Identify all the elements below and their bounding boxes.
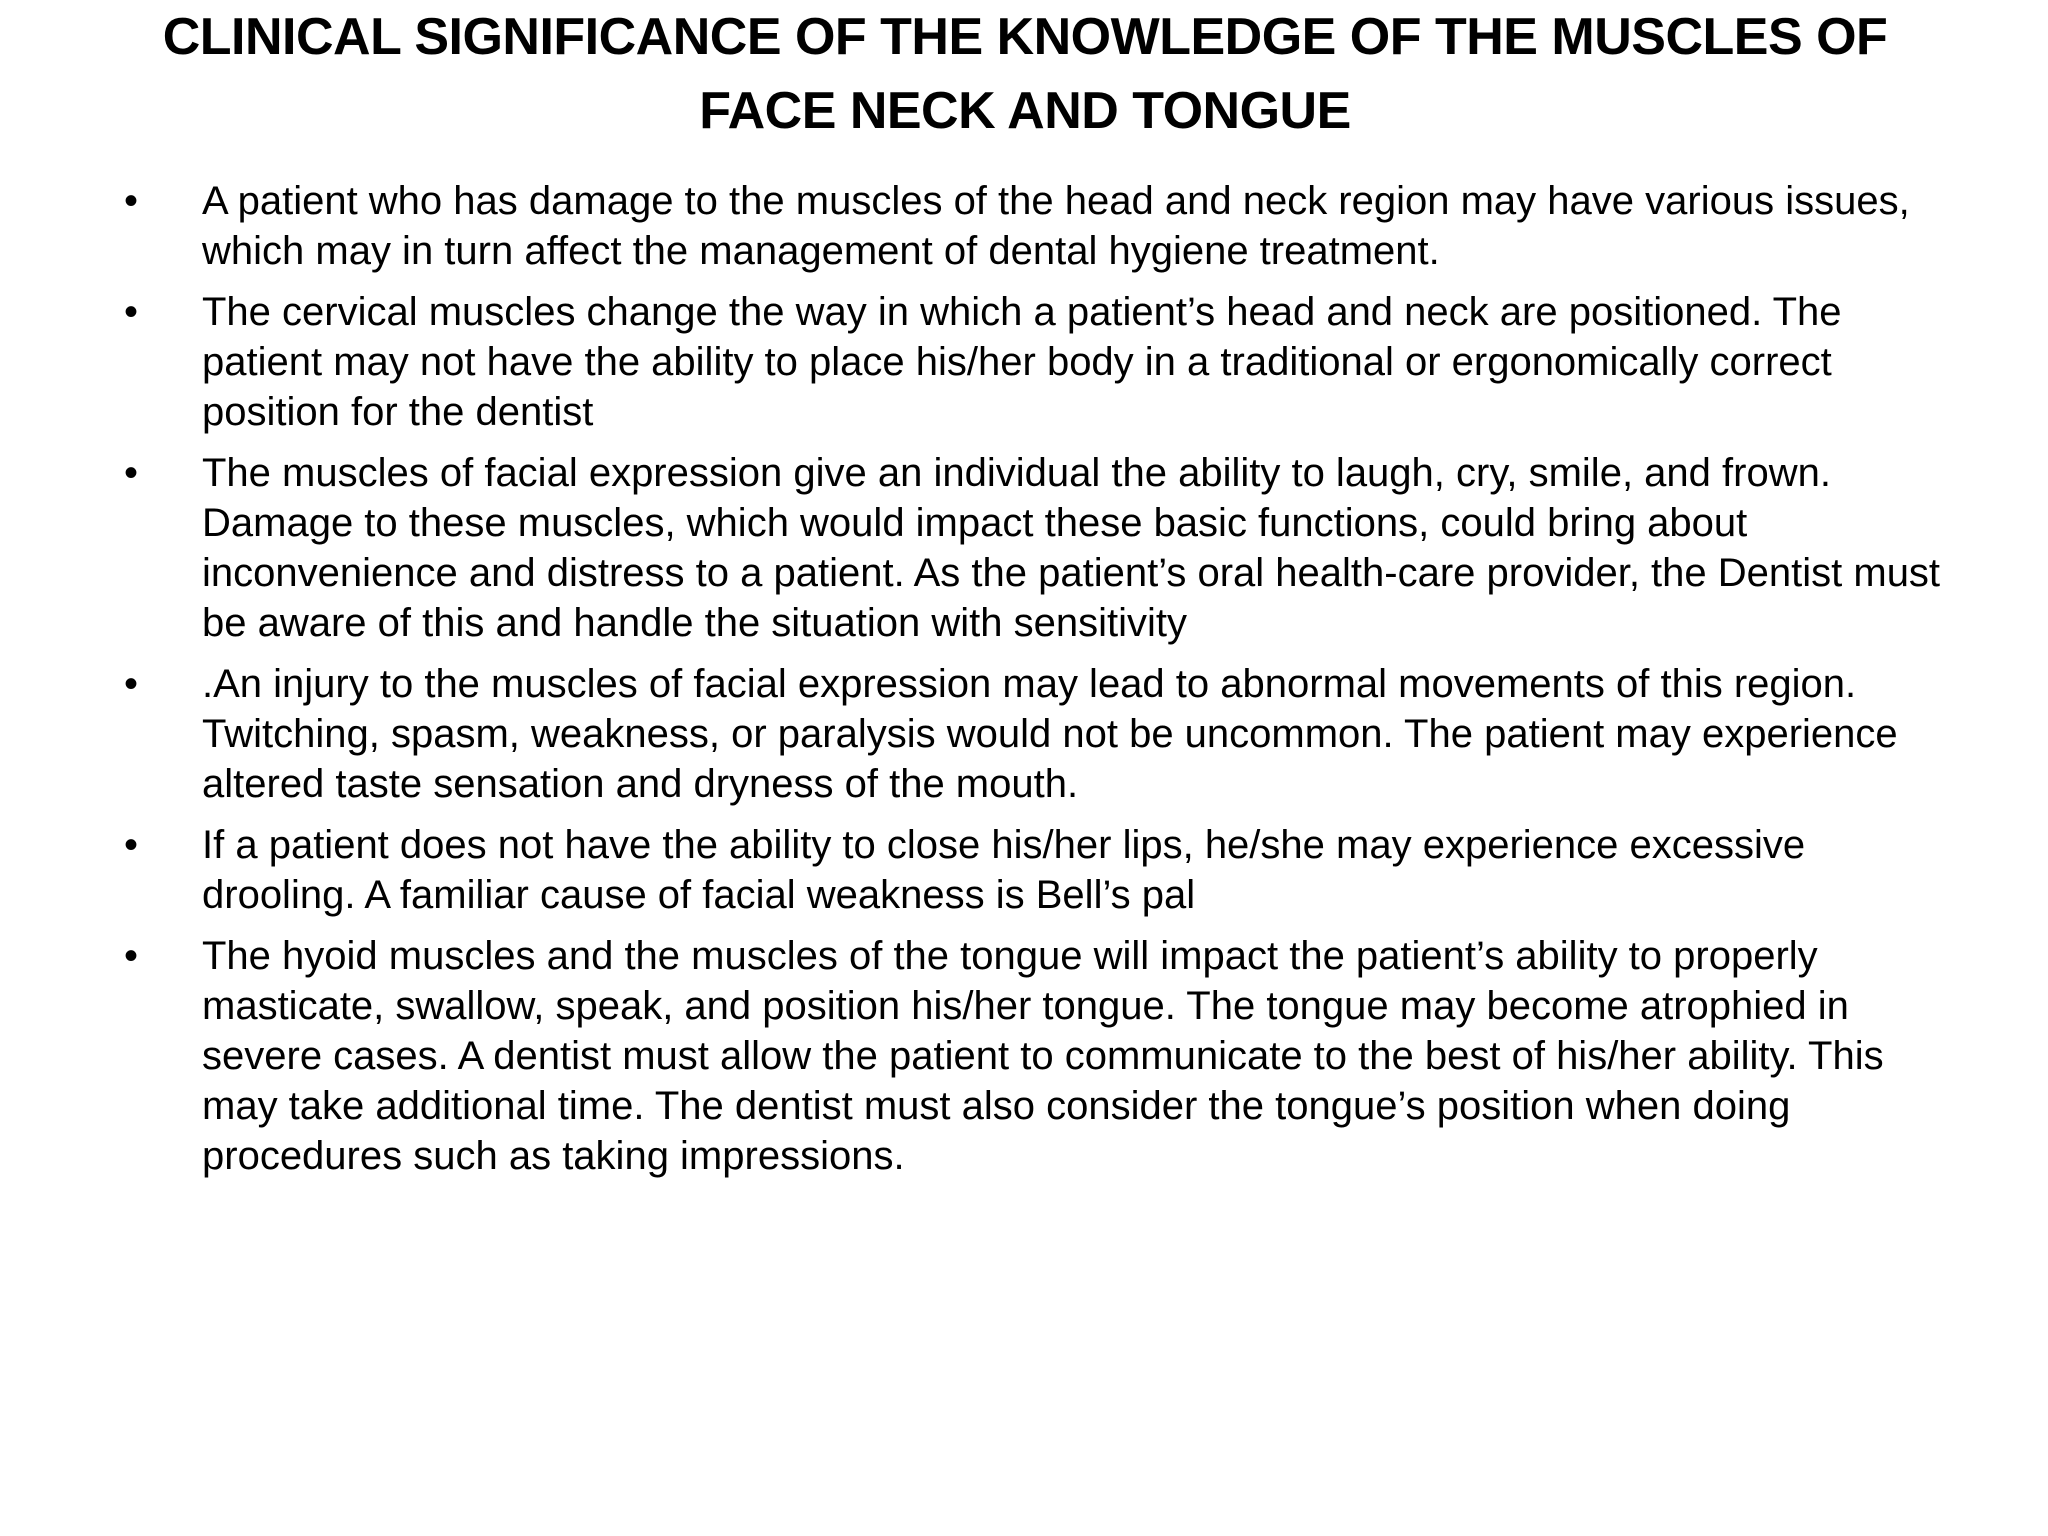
bullet-dot-icon: •	[124, 934, 139, 978]
bullet-dot-icon: •	[124, 179, 139, 223]
bullet-text: The muscles of facial expression give an individual the ability to laugh, cry, smile, and frown. Damage to these muscles, which would impact these basic functions, could bring about inconvenience and distress to a patient. As the patient’s oral health-care provider, the Dentist must be aware of this and handle the situation with sensitivity	[202, 451, 1941, 645]
bullet-text: If a patient does not have the ability to close his/her lips, he/she may experience excessive drooling. A familiar cause of facial weakness is Bell’s pal	[202, 823, 1806, 917]
bullet-item-2	[120, 287, 1950, 437]
bullet-text: The cervical muscles change the way in which a patient’s head and neck are positioned. The patient may not have the ability to place his/her body in a traditional or ergonomically correct position for the dentist	[202, 290, 1842, 434]
bullet-dot-icon: •	[124, 662, 139, 706]
bullet-text: .An injury to the muscles of facial expression may lead to abnormal movements of this region. Twitching, spasm, weakness, or paralysis would not be uncommon. The patient may experience altered taste sensation and dryness of the mouth.	[202, 662, 1898, 806]
bullet-item-5	[120, 820, 1950, 920]
bullet-text: The hyoid muscles and the muscles of the tongue will impact the patient’s ability to properly masticate, swallow, speak, and position his/her tongue. The tongue may become atrophied in severe cases. A dentist must allow the patient to communicate to the best of his/her ability. This may take additional time. The dentist must also consider the tongue’s position when doing procedures such as taking impressions.	[202, 934, 1884, 1178]
bullet-item-6	[120, 931, 1950, 1181]
bullet-dot-icon: •	[124, 823, 139, 867]
bullet-item-4	[120, 659, 1950, 809]
slide-title: CLINICAL SIGNIFICANCE OF THE KNOWLEDGE OF THE MUSCLES OF FACE NECK AND TONGUE	[162, 8, 1888, 140]
bullet-dot-icon: •	[124, 451, 139, 495]
bullet-text: A patient who has damage to the muscles of the head and neck region may have various issues, which may in turn affect the management of dental hygiene treatment.	[202, 179, 1910, 273]
bullet-dot-icon: •	[124, 290, 139, 334]
bullet-list	[120, 176, 1950, 1192]
bullet-item-1	[120, 176, 1950, 276]
bullet-item-3	[120, 448, 1950, 648]
